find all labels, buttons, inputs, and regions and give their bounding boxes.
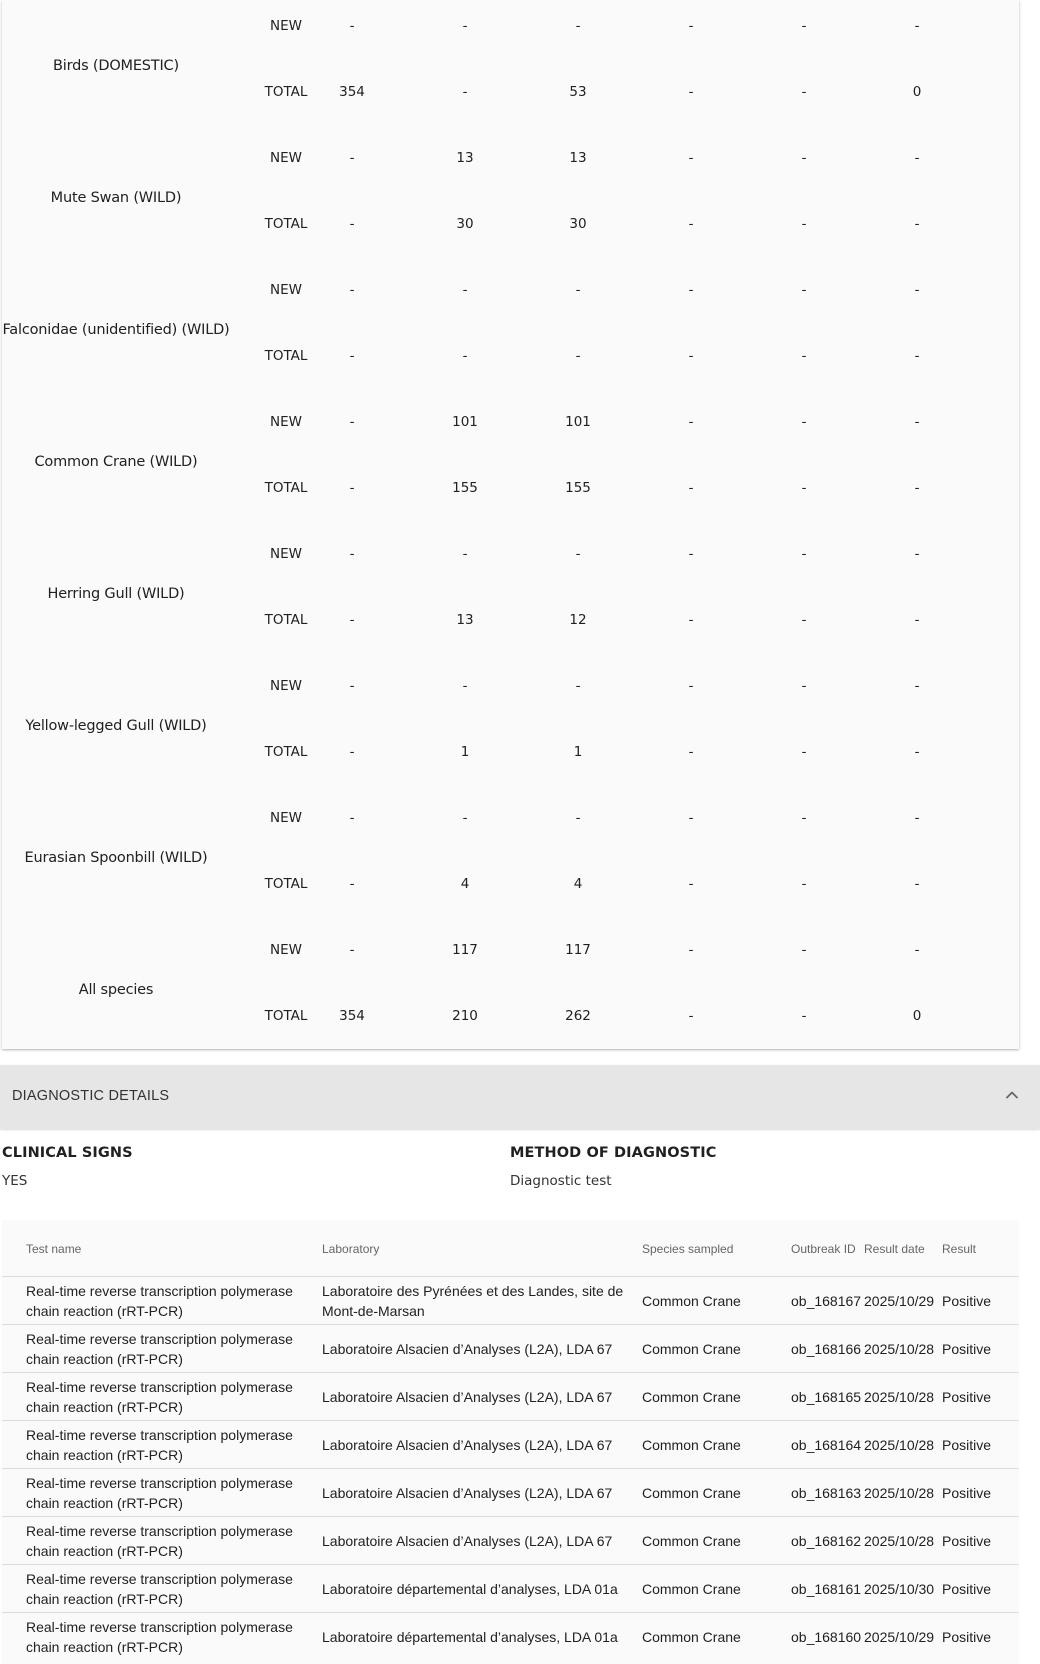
count-cell: - xyxy=(688,216,694,232)
new-row xyxy=(2,810,1019,826)
result-cell: Positive xyxy=(942,1341,992,1357)
result-cell: Positive xyxy=(942,1629,992,1645)
count-cell: - xyxy=(462,348,468,364)
count-cell: - xyxy=(914,810,920,826)
row-type-label: TOTAL xyxy=(264,744,308,760)
new-row xyxy=(2,150,1019,166)
clinical-signs-value: YES xyxy=(2,1173,28,1189)
diagnostic-tests-table xyxy=(2,1220,1019,1664)
outbreak-id-cell: ob_168166 xyxy=(791,1341,862,1357)
total-row xyxy=(2,612,1019,628)
result-cell: Positive xyxy=(942,1581,992,1597)
result-date-cell: 2025/10/29 xyxy=(864,1629,935,1645)
count-cell: - xyxy=(575,18,581,34)
row-type-label: TOTAL xyxy=(264,876,308,892)
clinical-signs-label: CLINICAL SIGNS xyxy=(2,1145,133,1161)
count-cell: - xyxy=(349,612,355,628)
count-cell: - xyxy=(801,84,807,100)
species-group xyxy=(2,660,1019,792)
row-type-label: NEW xyxy=(270,150,302,166)
row-type-label: TOTAL xyxy=(264,348,308,364)
count-cell: - xyxy=(914,414,920,430)
test-name-cell: Real-time reverse transcription polymerase xyxy=(26,1475,293,1491)
count-cell: - xyxy=(688,744,694,760)
count-cell: 12 xyxy=(569,612,587,628)
count-cell: - xyxy=(688,348,694,364)
test-name-cell: Real-time reverse transcription polymerase xyxy=(26,1571,293,1587)
total-row xyxy=(2,216,1019,232)
count-cell: 1 xyxy=(460,744,470,760)
test-name-cell: chain reaction (rRT-PCR) xyxy=(26,1447,183,1463)
result-cell: Positive xyxy=(942,1389,992,1405)
row-type-label: TOTAL xyxy=(264,612,308,628)
count-cell: - xyxy=(914,942,920,958)
test-name-cell: Real-time reverse transcription polymerase xyxy=(26,1619,293,1635)
diagnostic-details-header[interactable] xyxy=(0,1065,1040,1129)
species-sampled-cell: Common Crane xyxy=(642,1389,741,1405)
count-cell: - xyxy=(462,18,468,34)
count-cell: - xyxy=(801,150,807,166)
species-name: All species xyxy=(78,982,154,998)
laboratory-cell: Laboratoire Alsacien d’Analyses (L2A), LDA 67 xyxy=(322,1485,613,1501)
test-name-cell: chain reaction (rRT-PCR) xyxy=(26,1495,183,1511)
count-cell: - xyxy=(349,18,355,34)
species-group xyxy=(2,528,1019,660)
laboratory-cell: Laboratoire départemental d’analyses, LDA 01a xyxy=(322,1581,618,1597)
count-cell: - xyxy=(349,348,355,364)
count-cell: - xyxy=(575,678,581,694)
count-cell: - xyxy=(801,348,807,364)
count-cell: 30 xyxy=(569,216,587,232)
count-cell: 155 xyxy=(452,480,478,496)
count-cell: - xyxy=(801,942,807,958)
species-sampled-cell: Common Crane xyxy=(642,1485,741,1501)
count-cell: - xyxy=(349,414,355,430)
row-type-label: NEW xyxy=(270,18,302,34)
count-cell: - xyxy=(801,678,807,694)
total-row xyxy=(2,1008,1019,1024)
species-name: Herring Gull (WILD) xyxy=(47,586,185,602)
species-group xyxy=(2,132,1019,264)
count-cell: - xyxy=(349,678,355,694)
test-name-cell: Real-time reverse transcription polymerase xyxy=(26,1427,293,1443)
result-cell: Positive xyxy=(942,1485,992,1501)
count-cell: - xyxy=(688,18,694,34)
result-date-cell: 2025/10/28 xyxy=(864,1389,935,1405)
count-cell: - xyxy=(462,546,468,562)
count-cell: 13 xyxy=(456,150,474,166)
count-cell: 155 xyxy=(565,480,591,496)
count-cell: - xyxy=(575,282,581,298)
species-name: Yellow-legged Gull (WILD) xyxy=(25,718,207,734)
chevron-up-icon[interactable] xyxy=(1002,1085,1022,1105)
method-of-diagnostic-value: Diagnostic test xyxy=(510,1173,612,1189)
count-cell: 0 xyxy=(912,1008,922,1024)
count-cell: - xyxy=(801,612,807,628)
laboratory-cell: Mont-de-Marsan xyxy=(322,1303,425,1319)
count-cell: - xyxy=(914,546,920,562)
laboratory-cell: Laboratoire Alsacien d’Analyses (L2A), LDA 67 xyxy=(322,1533,613,1549)
count-cell: - xyxy=(914,18,920,34)
outbreak-id-cell: ob_168165 xyxy=(791,1389,862,1405)
row-type-label: NEW xyxy=(270,414,302,430)
table-row[interactable] xyxy=(2,1372,1019,1420)
row-type-label: NEW xyxy=(270,942,302,958)
count-cell: - xyxy=(462,282,468,298)
column-header[interactable]: Result xyxy=(942,1242,977,1256)
new-row xyxy=(2,18,1019,34)
count-cell: 262 xyxy=(565,1008,591,1024)
count-cell: - xyxy=(688,612,694,628)
count-cell: - xyxy=(349,942,355,958)
row-type-label: NEW xyxy=(270,810,302,826)
count-cell: 0 xyxy=(912,84,922,100)
column-header[interactable]: Test name xyxy=(26,1242,82,1256)
table-row[interactable] xyxy=(2,1612,1019,1660)
table-row[interactable] xyxy=(2,1564,1019,1612)
result-cell: Positive xyxy=(942,1437,992,1453)
count-cell: 4 xyxy=(460,876,470,892)
count-cell: - xyxy=(688,282,694,298)
laboratory-cell: Laboratoire départemental d’analyses, LDA 01a xyxy=(322,1629,618,1645)
count-cell: - xyxy=(801,216,807,232)
count-cell: - xyxy=(801,282,807,298)
count-cell: - xyxy=(688,678,694,694)
count-cell: 53 xyxy=(569,84,587,100)
species-name: Mute Swan (WILD) xyxy=(50,190,182,206)
result-date-cell: 2025/10/29 xyxy=(864,1293,935,1309)
outbreak-id-cell: ob_168164 xyxy=(791,1437,862,1453)
count-cell: - xyxy=(349,480,355,496)
laboratory-cell: Laboratoire Alsacien d’Analyses (L2A), LDA 67 xyxy=(322,1437,613,1453)
species-sampled-cell: Common Crane xyxy=(642,1533,741,1549)
count-cell: - xyxy=(688,414,694,430)
count-cell: 354 xyxy=(339,1008,365,1024)
result-date-cell: 2025/10/28 xyxy=(864,1533,935,1549)
test-name-cell: Real-time reverse transcription polymerase xyxy=(26,1331,293,1347)
count-cell: 101 xyxy=(565,414,591,430)
row-type-label: NEW xyxy=(270,282,302,298)
species-counts-table xyxy=(2,0,1019,1049)
total-row xyxy=(2,876,1019,892)
column-header[interactable]: Result date xyxy=(864,1242,925,1256)
count-cell: - xyxy=(914,678,920,694)
count-cell: - xyxy=(914,876,920,892)
count-cell: - xyxy=(575,810,581,826)
row-type-label: TOTAL xyxy=(264,216,308,232)
outbreak-id-cell: ob_168160 xyxy=(791,1629,862,1645)
species-sampled-cell: Common Crane xyxy=(642,1437,741,1453)
count-cell: 117 xyxy=(565,942,591,958)
result-date-cell: 2025/10/28 xyxy=(864,1341,935,1357)
laboratory-cell: Laboratoire Alsacien d’Analyses (L2A), LDA 67 xyxy=(322,1341,613,1357)
count-cell: - xyxy=(914,216,920,232)
total-row xyxy=(2,744,1019,760)
new-row xyxy=(2,414,1019,430)
table-row[interactable] xyxy=(2,1276,1019,1324)
species-sampled-cell: Common Crane xyxy=(642,1293,741,1309)
count-cell: 13 xyxy=(456,612,474,628)
count-cell: - xyxy=(688,546,694,562)
test-name-cell: Real-time reverse transcription polymerase xyxy=(26,1523,293,1539)
count-cell: - xyxy=(801,876,807,892)
count-cell: - xyxy=(914,744,920,760)
count-cell: 4 xyxy=(573,876,583,892)
outbreak-id-cell: ob_168167 xyxy=(791,1293,862,1309)
total-row xyxy=(2,480,1019,496)
test-name-cell: chain reaction (rRT-PCR) xyxy=(26,1591,183,1607)
count-cell: - xyxy=(349,810,355,826)
count-cell: - xyxy=(349,216,355,232)
species-name: Falconidae (unidentified) (WILD) xyxy=(2,322,230,338)
count-cell: 101 xyxy=(452,414,478,430)
count-cell: - xyxy=(801,546,807,562)
count-cell: - xyxy=(349,744,355,760)
species-group xyxy=(2,396,1019,528)
species-sampled-cell: Common Crane xyxy=(642,1581,741,1597)
count-cell: 13 xyxy=(569,150,587,166)
count-cell: - xyxy=(688,150,694,166)
result-date-cell: 2025/10/28 xyxy=(864,1485,935,1501)
count-cell: - xyxy=(575,348,581,364)
result-date-cell: 2025/10/28 xyxy=(864,1437,935,1453)
test-name-cell: chain reaction (rRT-PCR) xyxy=(26,1303,183,1319)
count-cell: - xyxy=(801,810,807,826)
column-header[interactable]: Species sampled xyxy=(642,1242,734,1256)
total-row xyxy=(2,84,1019,100)
table-row[interactable] xyxy=(2,1420,1019,1468)
count-cell: - xyxy=(349,546,355,562)
test-name-cell: chain reaction (rRT-PCR) xyxy=(26,1351,183,1367)
count-cell: - xyxy=(801,480,807,496)
column-header[interactable]: Laboratory xyxy=(322,1242,380,1256)
outbreak-id-cell: ob_168163 xyxy=(791,1485,862,1501)
test-name-cell: Real-time reverse transcription polymerase xyxy=(26,1283,293,1299)
outbreak-id-cell: ob_168161 xyxy=(791,1581,862,1597)
row-type-label: TOTAL xyxy=(264,480,308,496)
count-cell: - xyxy=(801,414,807,430)
new-row xyxy=(2,546,1019,562)
species-group xyxy=(2,0,1019,132)
count-cell: - xyxy=(914,348,920,364)
count-cell: - xyxy=(462,678,468,694)
count-cell: 354 xyxy=(339,84,365,100)
row-type-label: NEW xyxy=(270,546,302,562)
row-type-label: TOTAL xyxy=(264,84,308,100)
table-row[interactable] xyxy=(2,1468,1019,1516)
count-cell: - xyxy=(575,546,581,562)
count-cell: - xyxy=(688,84,694,100)
species-sampled-cell: Common Crane xyxy=(642,1341,741,1357)
count-cell: - xyxy=(914,612,920,628)
count-cell: - xyxy=(688,876,694,892)
species-group xyxy=(2,264,1019,396)
species-name: Common Crane (WILD) xyxy=(34,454,198,470)
count-cell: - xyxy=(349,150,355,166)
test-name-cell: chain reaction (rRT-PCR) xyxy=(26,1543,183,1559)
count-cell: 1 xyxy=(573,744,583,760)
count-cell: 210 xyxy=(452,1008,478,1024)
result-date-cell: 2025/10/30 xyxy=(864,1581,935,1597)
diagnostic-details-title: DIAGNOSTIC DETAILS xyxy=(12,1088,170,1104)
count-cell: - xyxy=(801,744,807,760)
outbreak-id-cell: ob_168162 xyxy=(791,1533,862,1549)
test-name-cell: chain reaction (rRT-PCR) xyxy=(26,1399,183,1415)
count-cell: - xyxy=(349,282,355,298)
total-row xyxy=(2,348,1019,364)
count-cell: - xyxy=(914,150,920,166)
laboratory-cell: Laboratoire des Pyrénées et des Landes, site de xyxy=(322,1283,624,1299)
count-cell: - xyxy=(801,18,807,34)
count-cell: - xyxy=(688,1008,694,1024)
test-name-cell: chain reaction (rRT-PCR) xyxy=(26,1639,183,1655)
species-name: Eurasian Spoonbill (WILD) xyxy=(24,850,208,866)
table-row[interactable] xyxy=(2,1516,1019,1564)
species-name: Birds (DOMESTIC) xyxy=(53,58,179,74)
species-group xyxy=(2,792,1019,924)
species-sampled-cell: Common Crane xyxy=(642,1629,741,1645)
count-cell: - xyxy=(688,942,694,958)
count-cell: - xyxy=(462,810,468,826)
count-cell: - xyxy=(462,84,468,100)
count-cell: 30 xyxy=(456,216,474,232)
count-cell: - xyxy=(914,282,920,298)
table-row[interactable] xyxy=(2,1324,1019,1372)
method-of-diagnostic-label: METHOD OF DIAGNOSTIC xyxy=(510,1145,717,1161)
new-row xyxy=(2,942,1019,958)
row-type-label: TOTAL xyxy=(264,1008,308,1024)
count-cell: - xyxy=(688,810,694,826)
result-cell: Positive xyxy=(942,1533,992,1549)
count-cell: - xyxy=(801,1008,807,1024)
row-type-label: NEW xyxy=(270,678,302,694)
column-header[interactable]: Outbreak ID xyxy=(791,1242,856,1256)
new-row xyxy=(2,282,1019,298)
count-cell: - xyxy=(914,480,920,496)
new-row xyxy=(2,678,1019,694)
laboratory-cell: Laboratoire Alsacien d’Analyses (L2A), LDA 67 xyxy=(322,1389,613,1405)
count-cell: 117 xyxy=(452,942,478,958)
count-cell: - xyxy=(688,480,694,496)
count-cell: - xyxy=(349,876,355,892)
result-cell: Positive xyxy=(942,1293,992,1309)
test-name-cell: Real-time reverse transcription polymerase xyxy=(26,1379,293,1395)
species-group xyxy=(2,924,1019,1056)
